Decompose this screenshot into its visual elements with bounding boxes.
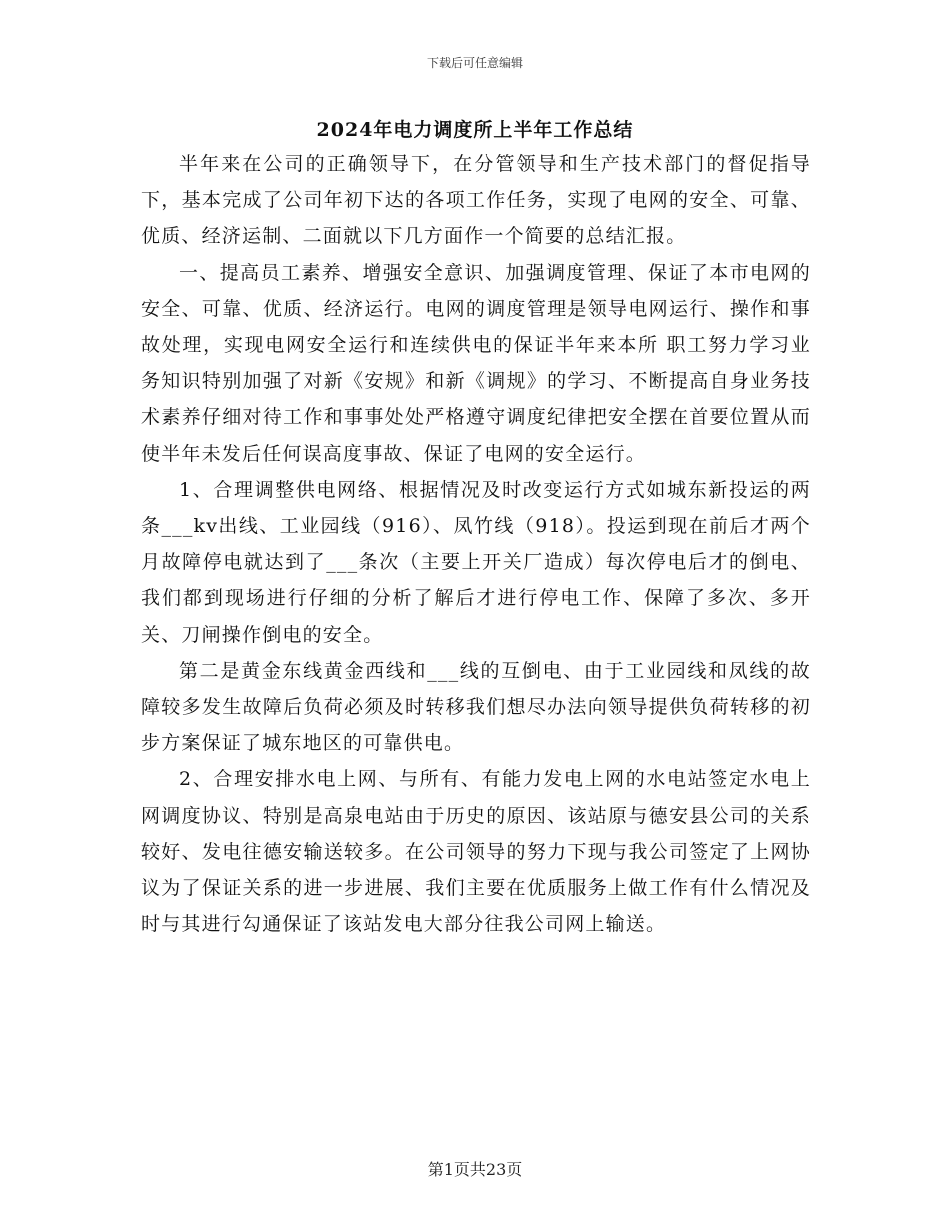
paragraph-item-one: 1、合理调整供电网络、根据情况及时改变运行方式如城东新投运的两条___kv出线、工业园线（916）、凤竹线（918）。投运到现在前后才两个月故障停电就达到了___条次（主要上开关厂造成）每次停电后才的倒电、我们都到现场进行仔细的分析了解后才进行停电工作、保障了多次、多开关、刀闸操作倒电的安全。: [141, 478, 811, 646]
document-body: [141, 146, 811, 942]
page-number: 第1页共23页: [427, 1160, 523, 1179]
header-note: 下载后可任意编辑: [426, 56, 523, 70]
document-title: 2024年电力调度所上半年工作总结: [316, 119, 634, 141]
paragraph-intro: 半年来在公司的正确领导下，在分管领导和生产技术部门的督促指导下，基本完成了公司年初下达的各项工作任务，实现了电网的安全、可靠、优质、经济运制、二面就以下几方面作一个简要的总结汇报。: [141, 153, 811, 248]
paragraph-item-two: 2、合理安排水电上网、与所有、有能力发电上网的水电站签定水电上网调度协议、特别是高泉电站由于历史的原因、该站原与德安县公司的关系较好、发电往德安输送较多。在公司领导的努力下现与我公司签定了上网协议为了保证关系的进一步进展、我们主要在优质服务上做工作有什么情况及时与其进行勾通保证了该站发电大部分往我公司网上输送。: [141, 768, 811, 936]
paragraph-section-one: 一、提高员工素养、增强安全意识、加强调度管理、保证了本市电网的安全、可靠、优质、经济运行。电网的调度管理是领导电网运行、操作和事故处理，实现电网安全运行和连续供电的保证半年来本所 职工努力学习业务知识特别加强了对新《安规》和新《调规》的学习、不断提高自身业务技术素养仔细对待工作和事事处处严格遵守调度纪律把安全摆在首要位置从而使半年未发后任何误高度事故、保证了电网的安全运行。: [141, 261, 811, 465]
paragraph-second: 第二是黄金东线黄金西线和___线的互倒电、由于工业园线和凤线的故障较多发生故障后负荷必须及时转移我们想尽办法向领导提供负荷转移的初步方案保证了城东地区的可靠供电。: [141, 659, 811, 755]
